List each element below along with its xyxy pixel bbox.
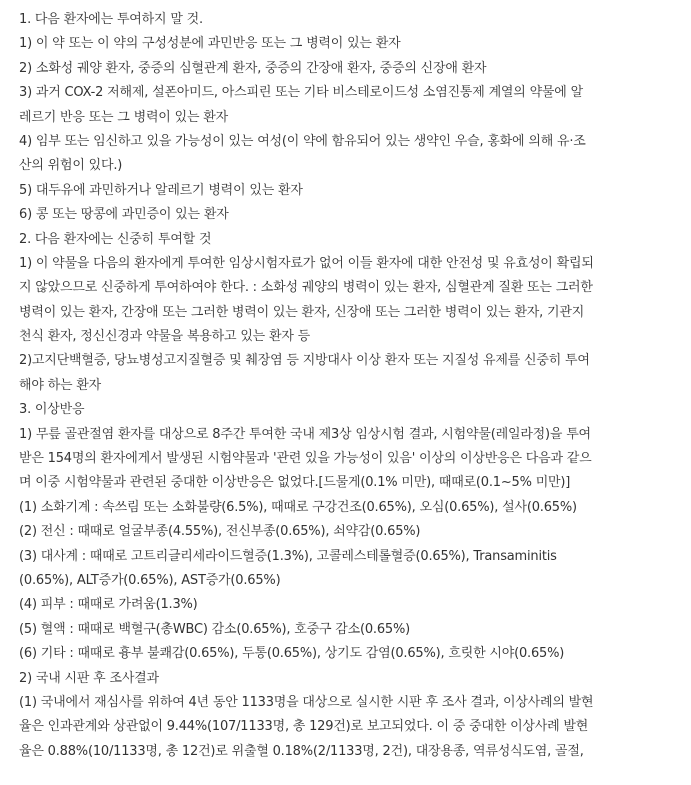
text-line: 천식 환자, 정신신경과 약물을 복용하고 있는 환자 등 [19,329,310,345]
text-line: (6) 기타 : 때때로 흉부 불쾌감(0.65%), 두통(0.65%), 상기도 감염(0.65%), 흐릿한 시야(0.65%) [19,646,565,662]
text-line: 율은 인과관계와 상관없이 9.44%(107/1133명, 총 129건)로 보고되었다. 이 중 중대한 이상사례 발현 [19,719,589,735]
text-line: 2. 다음 환자에는 신중히 투여할 것 [19,231,212,247]
text-line: 율은 0.88%(10/1133명, 총 12건)로 위출혈 0.18%(2/1133명, 2건), 대장용종, 역류성식도염, 골절, [19,743,584,759]
text-line: 1) 무릎 골관절염 환자를 대상으로 8주간 투여한 국내 제3상 임상시험 결과, 시험약물(레일라정)을 투여 [19,426,591,442]
text-line: 산의 위험이 있다.) [19,158,123,174]
document-body [19,8,683,764]
text-line: 1) 이 약물을 다음의 환자에게 투여한 임상시험자료가 없어 이들 환자에 대한 안전성 및 유효성이 확립되 [19,255,594,271]
text-line: (1) 국내에서 재심사를 위하여 4년 동안 1133명을 대상으로 실시한 시판 후 조사 결과, 이상사례의 발현 [19,694,594,710]
text-line: 5) 대두유에 과민하거나 알레르기 병력이 있는 환자 [19,182,303,198]
text-line: 레르기 반응 또는 그 병력이 있는 환자 [19,109,228,125]
text-line: 지 않았으므로 신중하게 투여하여야 한다. : 소화성 궤양의 병력이 있는 환자, 심혈관계 질환 또는 그러한 [19,280,593,296]
text-line: 해야 하는 환자 [19,377,102,393]
text-line: (4) 피부 : 때때로 가려움(1.3%) [19,597,198,613]
text-line: 2) 소화성 궤양 환자, 중증의 심혈관계 환자, 중증의 간장애 환자, 중증의 신장애 환자 [19,60,487,76]
text-line: 3. 이상반응 [19,402,85,418]
text-line: (5) 혈액 : 때때로 백혈구(총WBC) 감소(0.65%), 호중구 감소(0.65%) [19,621,411,637]
text-line: 1) 이 약 또는 이 약의 구성성분에 과민반응 또는 그 병력이 있는 환자 [19,36,401,52]
text-line: (0.65%), ALT증가(0.65%), AST증가(0.65%) [19,572,281,588]
text-line: 1. 다음 환자에는 투여하지 말 것. [19,12,203,27]
text-line: 병력이 있는 환자, 간장애 또는 그러한 병력이 있는 환자, 신장애 또는 그러한 병력이 있는 환자, 기관지 [19,304,585,320]
text-line: 2)고지단백혈증, 당뇨병성고지질혈증 및 췌장염 등 지방대사 이상 환자 또는 지질성 유제를 신중히 투여 [19,353,590,369]
text-line: (2) 전신 : 때때로 얼굴부종(4.55%), 전신부종(0.65%), 쇠약감(0.65%) [19,524,421,540]
text-line: 6) 콩 또는 땅콩에 과민증이 있는 환자 [19,207,229,223]
text-line: 3) 과거 COX-2 저해제, 설폰아미드, 아스피린 또는 기타 비스테로이드성 소염진통제 계열의 약물에 알 [19,85,583,101]
text-line: (1) 소화기계 : 속쓰림 또는 소화불량(6.5%), 때때로 구강건조(0.65%), 오심(0.65%), 설사(0.65%) [19,499,577,515]
text-line: 2) 국내 시판 후 조사결과 [19,670,159,686]
text-line: 받은 154명의 환자에게서 발생된 시험약물과 '관련 있을 가능성이 있음' 이상의 이상반응은 다음과 같으 [19,451,592,467]
text-line: 4) 임부 또는 임신하고 있을 가능성이 있는 여성(이 약에 함유되어 있는 생약인 우슬, 홍화에 의해 유·조 [19,133,586,149]
text-line: 며 이중 시험약물과 관련된 중대한 이상반응은 없었다.[드물게(0.1% 미만), 때때로(0.1~5% 미만)] [19,475,571,491]
text-line: (3) 대사계 : 때때로 고트리글리세라이드혈증(1.3%), 고콜레스테롤혈증(0.65%), Transaminitis [19,548,557,564]
